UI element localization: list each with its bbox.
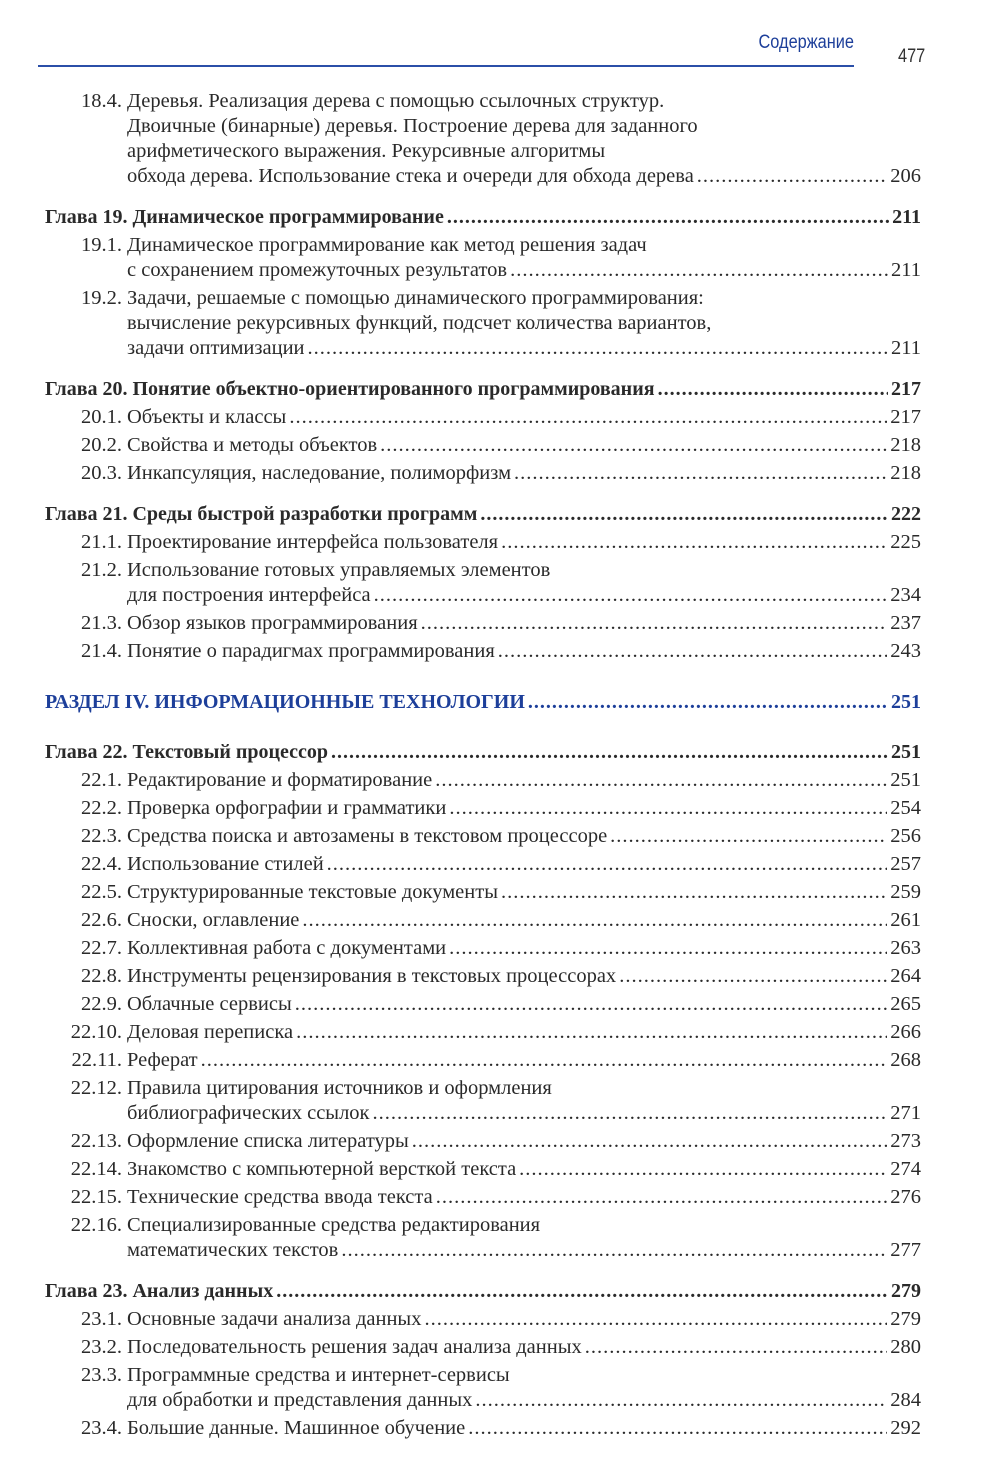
entry-number: 22.8. <box>81 965 122 987</box>
running-header-title: Содержание <box>758 32 854 53</box>
entry-page: 206 <box>890 165 921 187</box>
entry-title: для обработки и представления данных <box>127 1389 473 1411</box>
entry-title: Глава 23. Анализ данных <box>45 1280 274 1302</box>
entry-page: 256 <box>890 825 921 847</box>
entry-title: Знакомство с компьютерной версткой текста <box>127 1158 517 1180</box>
dot-leader <box>510 258 888 283</box>
toc-entry <box>45 796 921 821</box>
dot-leader <box>436 1185 888 1210</box>
entry-number: 21.2. <box>81 559 122 581</box>
dot-leader <box>341 1238 887 1263</box>
toc-chapter <box>45 502 921 527</box>
entry-number: 22.15. <box>70 1186 122 1208</box>
entry-page: 217 <box>890 406 921 428</box>
entry-title: арифметического выражения. Рекурсивные алгоритмы <box>127 140 606 162</box>
toc-entry <box>45 1048 921 1073</box>
toc-entry <box>45 1416 921 1441</box>
entry-page: 234 <box>890 584 921 606</box>
entry-title: Задачи, решаемые с помощью динамического программирования: <box>127 287 704 309</box>
toc-entry <box>45 558 921 608</box>
dot-leader <box>412 1129 887 1154</box>
entry-title: Деловая переписка <box>127 1021 294 1043</box>
entry-page: 263 <box>890 937 921 959</box>
entry-title: Последовательность решения задач анализа данных <box>127 1336 582 1358</box>
entry-title: Структурированные текстовые документы <box>127 881 498 903</box>
entry-page: 279 <box>890 1308 921 1330</box>
entry-page: 225 <box>890 531 921 553</box>
dot-leader <box>276 1279 888 1304</box>
entry-page: 284 <box>890 1389 921 1411</box>
dot-leader <box>449 796 887 821</box>
dot-leader <box>528 690 888 715</box>
entry-title: Использование готовых управляемых элементов <box>127 559 551 581</box>
toc-entry <box>45 530 921 555</box>
entry-number: 20.3. <box>81 462 122 484</box>
entry-number: 22.16. <box>70 1214 122 1236</box>
toc-entry <box>45 1185 921 1210</box>
entry-title: Инкапсуляция, наследование, полиморфизм <box>127 462 512 484</box>
entry-number: 22.14. <box>70 1158 122 1180</box>
dot-leader <box>295 992 888 1017</box>
toc-entry <box>45 461 921 486</box>
entry-title: Динамическое программирование как метод решения задач <box>127 234 647 256</box>
dot-leader <box>658 377 888 402</box>
toc-entry <box>45 824 921 849</box>
entry-page: 257 <box>890 853 921 875</box>
dot-leader <box>296 1020 887 1045</box>
entry-page: 266 <box>890 1021 921 1043</box>
entry-title: Средства поиска и автозамены в текстовом процессоре <box>127 825 608 847</box>
entry-number: 21.1. <box>81 531 122 553</box>
toc-entry <box>45 1129 921 1154</box>
entry-page: 222 <box>891 503 921 525</box>
entry-number: 22.3. <box>81 825 122 847</box>
dot-leader <box>468 1416 887 1441</box>
toc-entry <box>45 1157 921 1182</box>
entry-title: математических текстов <box>127 1239 339 1261</box>
entry-number: 19.2. <box>81 287 122 309</box>
entry-number: 23.4. <box>81 1417 122 1439</box>
dot-leader <box>501 880 887 905</box>
dot-leader <box>619 964 887 989</box>
entry-page: 261 <box>890 909 921 931</box>
dot-leader <box>308 336 888 361</box>
entry-page: 254 <box>890 797 921 819</box>
entry-title: Проектирование интерфейса пользователя <box>127 531 499 553</box>
entry-title: Проверка орфографии и грамматики <box>127 797 447 819</box>
toc-chapter <box>45 205 921 230</box>
entry-number: 22.13. <box>70 1130 122 1152</box>
entry-title: Обзор языков программирования <box>127 612 418 634</box>
dot-leader <box>480 502 888 527</box>
dot-leader <box>201 1048 888 1073</box>
entry-page: 273 <box>890 1130 921 1152</box>
entry-number: 21.3. <box>81 612 122 634</box>
entry-title: Свойства и методы объектов <box>127 434 378 456</box>
toc-chapter <box>45 1279 921 1304</box>
page-number: 477 <box>898 46 926 67</box>
entry-title: Основные задачи анализа данных <box>127 1308 422 1330</box>
entry-title: Редактирование и форматирование <box>127 769 433 791</box>
entry-number: 19.1. <box>81 234 122 256</box>
header-rule <box>38 65 854 67</box>
entry-page: 211 <box>892 206 921 228</box>
toc-entry <box>45 768 921 793</box>
entry-page: 271 <box>890 1102 921 1124</box>
entry-title: Деревья. Реализация дерева с помощью ссылочных структур. <box>127 90 665 112</box>
entry-page: 237 <box>890 612 921 634</box>
entry-number: 22.7. <box>81 937 122 959</box>
entry-title: с сохранением промежуточных результатов <box>127 259 508 281</box>
entry-number: 22.1. <box>81 769 122 791</box>
toc-entry <box>45 1335 921 1360</box>
table-of-contents <box>45 89 921 1441</box>
entry-title: Глава 22. Текстовый процессор <box>45 741 329 763</box>
toc-entry <box>45 433 921 458</box>
entry-page: 274 <box>890 1158 921 1180</box>
entry-number: 22.5. <box>81 881 122 903</box>
entry-page: 279 <box>891 1280 921 1302</box>
dot-leader <box>421 611 888 636</box>
entry-title: Облачные сервисы <box>127 993 292 1015</box>
dot-leader <box>374 583 888 608</box>
entry-title: Программные средства и интернет-сервисы <box>127 1364 510 1386</box>
entry-title: обхода дерева. Использование стека и очереди для обхода дерева <box>127 165 694 187</box>
entry-page: 265 <box>890 993 921 1015</box>
entry-number: 22.2. <box>81 797 122 819</box>
dot-leader <box>498 639 887 664</box>
toc-entry <box>45 1076 921 1126</box>
toc-entry <box>45 880 921 905</box>
entry-title: Большие данные. Машинное обучение <box>127 1417 466 1439</box>
entry-page: 251 <box>890 769 921 791</box>
dot-leader <box>373 1101 888 1126</box>
entry-title: Реферат <box>127 1049 198 1071</box>
entry-title: Инструменты рецензирования в текстовых процессорах <box>127 965 617 987</box>
entry-number: 22.4. <box>81 853 122 875</box>
entry-title: Сноски, оглавление <box>127 909 300 931</box>
entry-number: 20.1. <box>81 406 122 428</box>
entry-number: 23.1. <box>81 1308 122 1330</box>
dot-leader <box>501 530 887 555</box>
entry-number: 22.9. <box>81 993 122 1015</box>
entry-title: Объекты и классы <box>127 406 287 428</box>
dot-leader <box>289 405 887 430</box>
entry-number: 18.4. <box>81 90 122 112</box>
toc-entry <box>45 1020 921 1045</box>
toc-entry <box>45 286 921 361</box>
dot-leader <box>302 908 887 933</box>
entry-page: 277 <box>890 1239 921 1261</box>
entry-page: 251 <box>891 691 921 713</box>
dot-leader <box>514 461 887 486</box>
entry-number: 22.6. <box>81 909 122 931</box>
entry-page: 276 <box>890 1186 921 1208</box>
dot-leader <box>697 164 887 189</box>
entry-title: Глава 20. Понятие объектно-ориентированного программирования <box>45 378 655 400</box>
entry-page: 251 <box>891 741 921 763</box>
entry-page: 264 <box>890 965 921 987</box>
entry-title: Двоичные (бинарные) деревья. Построение дерева для заданного <box>127 115 698 137</box>
toc-entry <box>45 908 921 933</box>
toc-entry <box>45 964 921 989</box>
entry-number: 21.4. <box>81 640 122 662</box>
dot-leader <box>424 1307 887 1332</box>
dot-leader <box>449 936 887 961</box>
toc-entry <box>45 852 921 877</box>
entry-page: 243 <box>890 640 921 662</box>
entry-title: Правила цитирования источников и оформления <box>127 1077 552 1099</box>
toc-entry <box>45 1213 921 1263</box>
toc-entry <box>45 1363 921 1413</box>
toc-entry <box>45 233 921 283</box>
entry-page: 211 <box>891 337 921 359</box>
entry-page: 211 <box>891 259 921 281</box>
entry-page: 292 <box>890 1417 921 1439</box>
toc-entry <box>45 992 921 1017</box>
entry-title: Коллективная работа с документами <box>127 937 447 959</box>
entry-title: РАЗДЕЛ IV. ИНФОРМАЦИОННЫЕ ТЕХНОЛОГИИ <box>45 691 525 713</box>
toc-entry <box>45 639 921 664</box>
toc-entry <box>45 611 921 636</box>
toc-section <box>45 690 921 715</box>
entry-page: 217 <box>891 378 921 400</box>
toc-entry <box>45 936 921 961</box>
toc-chapter <box>45 740 921 765</box>
toc-entry <box>45 1307 921 1332</box>
dot-leader <box>585 1335 888 1360</box>
dot-leader <box>380 433 887 458</box>
entry-title: библиографических ссылок <box>127 1102 370 1124</box>
entry-title: вычисление рекурсивных функций, подсчет количества вариантов, <box>127 312 712 334</box>
entry-page: 218 <box>890 462 921 484</box>
entry-title: Глава 21. Среды быстрой разработки программ <box>45 503 478 525</box>
dot-leader <box>610 824 887 849</box>
toc-chapter <box>45 377 921 402</box>
entry-title: Специализированные средства редактирования <box>127 1214 541 1236</box>
entry-page: 218 <box>890 434 921 456</box>
entry-title: Использование стилей <box>127 853 324 875</box>
entry-title: для построения интерфейса <box>127 584 371 606</box>
entry-title: Понятие о парадигмах программирования <box>127 640 495 662</box>
dot-leader <box>435 768 887 793</box>
entry-page: 280 <box>890 1336 921 1358</box>
entry-page: 268 <box>890 1049 921 1071</box>
toc-entry <box>45 405 921 430</box>
dot-leader <box>331 740 888 765</box>
dot-leader <box>327 852 888 877</box>
entry-title: задачи оптимизации <box>127 337 305 359</box>
entry-number: 20.2. <box>81 434 122 456</box>
toc-entry <box>45 89 921 189</box>
entry-title: Глава 19. Динамическое программирование <box>45 206 444 228</box>
entry-title: Технические средства ввода текста <box>127 1186 433 1208</box>
entry-number: 22.10. <box>70 1021 122 1043</box>
dot-leader <box>475 1388 887 1413</box>
entry-number: 22.11. <box>71 1049 122 1071</box>
entry-number: 22.12. <box>70 1077 122 1099</box>
entry-title: Оформление списка литературы <box>127 1130 409 1152</box>
entry-page: 259 <box>890 881 921 903</box>
entry-number: 23.3. <box>81 1364 122 1386</box>
dot-leader <box>447 205 889 230</box>
entry-number: 23.2. <box>81 1336 122 1358</box>
dot-leader <box>519 1157 887 1182</box>
